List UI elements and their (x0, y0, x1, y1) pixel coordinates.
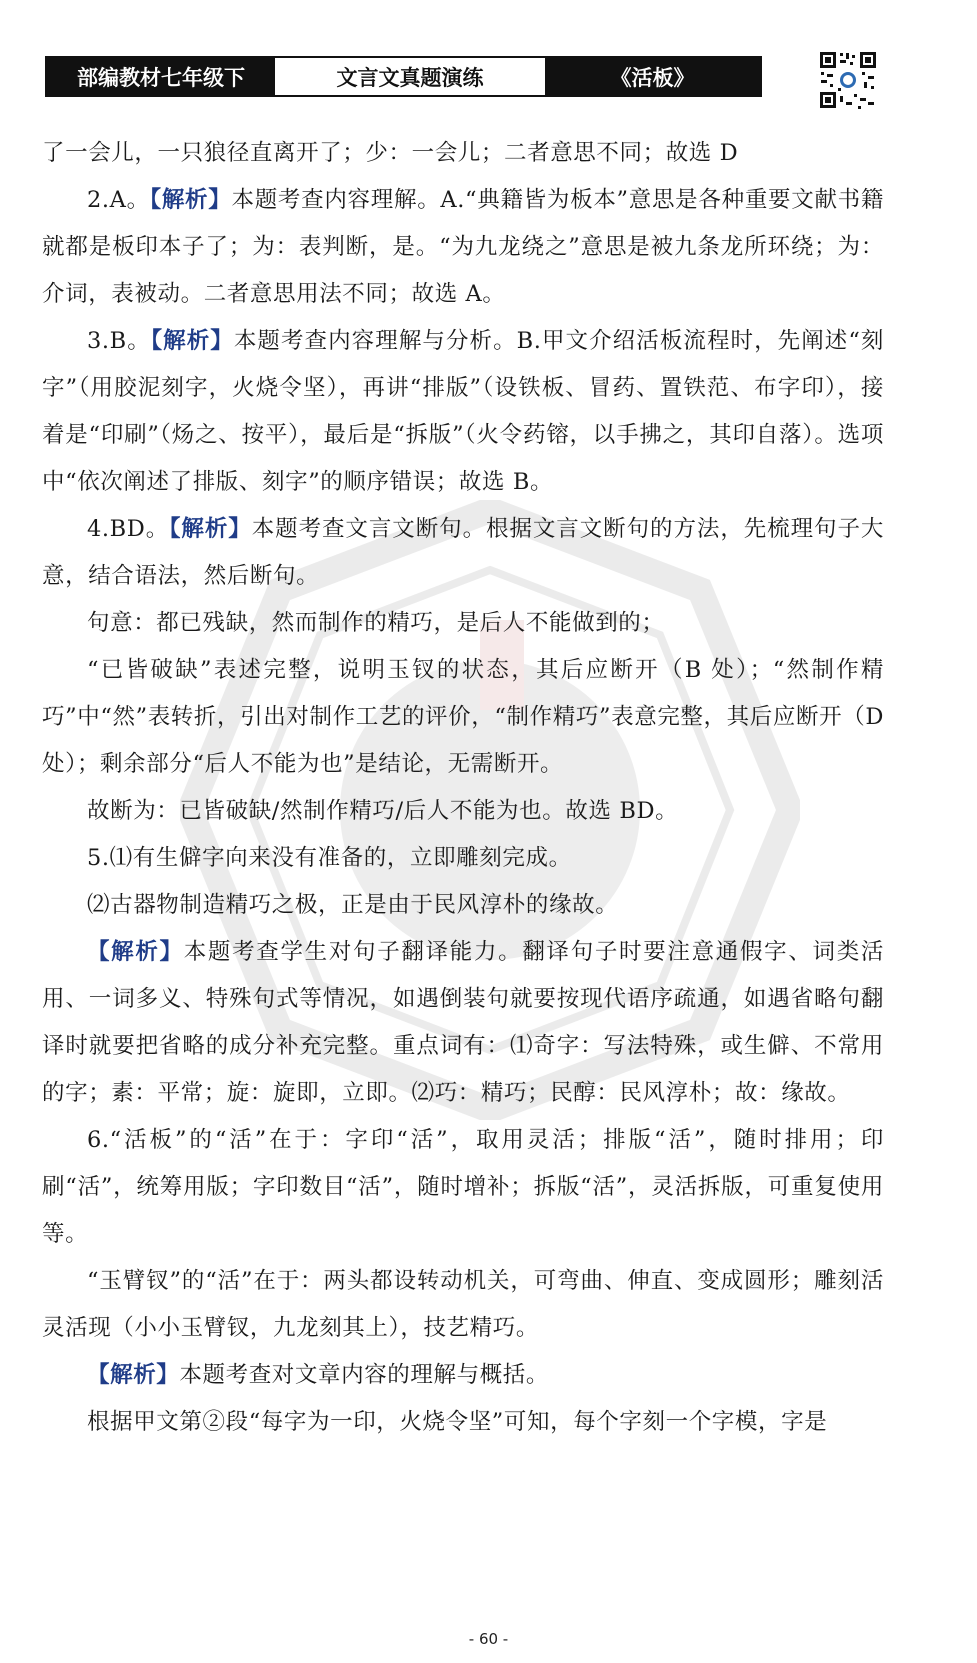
analysis-tag: 【解析】 (87, 939, 184, 965)
paragraph: ⑵古器物制造精巧之极，正是由于民风淳朴的缘故。 (87, 892, 619, 918)
analysis-tag: 【解析】 (169, 516, 252, 542)
paragraph: 4.BD。【解析】本题考查文言文断句。根据文言文断句的方法，先梳理句子大意，结合语法，然后断句。 (42, 516, 885, 589)
paragraph: 3.B。【解析】本题考查内容理解与分析。B.甲文介绍活板流程时，先阐述“刻字”（用胶泥刻字，火烧令坚），再讲“排版”（设铁板、冒药、置铁范、布字印），接着是“印刷”（炀之、按平），最后是“拆版”（火令药镕，以手拂之，其印自落）。选项中“依次阐述了排版、刻字”的顺序错误；故选 B。 (42, 328, 885, 495)
header-title: 《活板》 (545, 58, 760, 95)
analysis-tag: 【解析】 (149, 187, 232, 213)
analysis-tag: 【解析】 (150, 328, 234, 354)
paragraph: 根据甲文第②段“每字为一印，火烧令坚”可知，每个字刻一个字模，字是 (87, 1409, 828, 1435)
paragraph: 5.⑴有生僻字向来没有准备的，立即雕刻完成。 (87, 845, 572, 871)
qr-code-icon (818, 50, 878, 110)
paragraph: 6.“活板”的“活”在于：字印“活”，取用灵活；排版“活”，随时排用；印刷“活”，统筹用版；字印数目“活”，随时增补；拆版“活”，灵活拆版，可重复使用等。 (42, 1127, 884, 1247)
analysis-tag: 【解析】 (87, 1362, 180, 1388)
header-bar (45, 56, 762, 97)
answer-content (42, 130, 884, 1446)
paragraph: 2.A。【解析】本题考查内容理解。A.“典籍皆为板本”意思是各种重要文献书籍就都是板印本子了；为：表判断，是。“为九龙绕之”意思是被九条龙所环绕；为：介词，表被动。二者意思用法不同；故选 A。 (42, 187, 884, 307)
paragraph: 故断为：已皆破缺/然制作精巧/后人不能为也。故选 BD。 (87, 798, 679, 824)
page-number: - 60 - (468, 1630, 509, 1648)
header-grade: 部编教材七年级下 (47, 58, 275, 95)
paragraph: 句意：都已残缺，然而制作的精巧，是后人不能做到的； (87, 610, 665, 636)
paragraph: 【解析】本题考查对文章内容的理解与概括。 (87, 1362, 550, 1388)
paragraph: “已皆破缺”表述完整，说明玉钗的状态，其后应断开（B 处）；“然制作精巧”中“然”表转折，引出对制作工艺的评价，“制作精巧”表意完整，其后应断开（D 处）；剩余部分“后人不能为也”是结论，无需断开。 (42, 657, 884, 777)
header-section: 文言文真题演练 (275, 58, 545, 95)
paragraph: 【解析】本题考查学生对句子翻译能力。翻译句子时要注意通假字、词类活用、一词多义、特殊句式等情况，如遇倒装句就要按现代语序疏通，如遇省略句翻译时就要把省略的成分补充完整。重点词有：⑴奇字：写法特殊，或生僻、不常用的字；素：平常；旋：旋即，立即。⑵巧：精巧；民醇：民风淳朴；故：缘故。 (42, 939, 885, 1106)
paragraph: “玉臂钗”的“活”在于：两头都设转动机关，可弯曲、伸直、变成圆形；雕刻活灵活现（小小玉臂钗，九龙刻其上），技艺精巧。 (42, 1268, 884, 1341)
paragraph: 了一会儿，一只狼径直离开了；少：一会儿；二者意思不同；故选 D (42, 140, 739, 166)
